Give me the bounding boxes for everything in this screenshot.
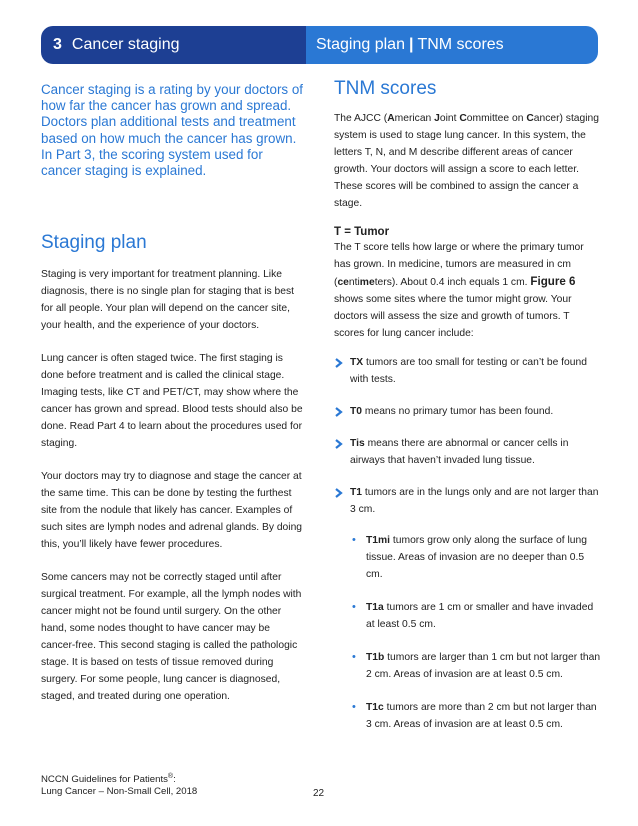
chevron-right-icon xyxy=(335,358,343,368)
t-code: T1 xyxy=(350,487,363,498)
topic-staging-plan: Staging plan xyxy=(316,36,405,53)
topic-tnm-scores: TNM scores xyxy=(417,36,504,53)
t-code: T0 xyxy=(350,406,363,417)
t-code: T1a xyxy=(366,602,384,613)
bullet-icon: • xyxy=(352,601,356,613)
section-tab xyxy=(41,26,306,64)
chevron-right-icon xyxy=(335,439,343,449)
list-item: • T1c tumors are more than 2 cm but not larger than 3 cm. Areas of invasion are at least 0.5 cm. xyxy=(352,701,597,730)
staging-paragraph: Lung cancer is often staged twice. The first staging is done before treatment and is called the clinical stage. Imaging tests, like CT and PET/CT, may show where the cancer has grown and spread. Blood tests should also be done. Read Part 4 to learn about the procedures used for staging. xyxy=(41,353,303,449)
list-item: • T1b tumors are larger than 1 cm but not larger than 2 cm. Areas of invasion are at least 0.5 cm. xyxy=(352,651,601,680)
t-code: T1mi xyxy=(366,535,391,546)
bullet-icon: • xyxy=(352,651,356,663)
section-title: Cancer staging xyxy=(71,36,180,53)
tnm-heading: TNM scores xyxy=(334,78,437,99)
t-code: TX xyxy=(350,357,364,368)
chevron-right-icon xyxy=(335,488,343,498)
ajcc-paragraph: The AJCC (American Joint Committee on Cancer) staging system is used to stage lung cancer. In this system, the letters T, N, and M describe different areas of cancer growth. Your doctors will assign a score to each letter. These scores will be combined to assign the cancer a stage. xyxy=(334,113,600,209)
topic-title xyxy=(316,36,504,54)
page-header xyxy=(41,26,598,64)
section-number: 3 xyxy=(53,36,62,53)
t-code: Tis xyxy=(350,438,365,449)
left-column xyxy=(41,82,306,179)
list-item: • T1mi tumors grow only along the surface of lung tissue. Areas of invasion are no deeper than 0.5 cm. xyxy=(352,534,587,580)
list-item: TX tumors are too small for testing or can’t be found with tests. xyxy=(334,354,602,388)
footer-line-1: NCCN Guidelines for Patients®: xyxy=(41,773,176,786)
figure-6-reference: Figure 6 xyxy=(530,275,576,288)
footer-line-2: Lung Cancer – Non-Small Cell, 2018 xyxy=(41,786,198,798)
staging-paragraph: Some cancers may not be correctly staged until after surgical treatment. For example, all the lymph nodes with cancer might not be found until surgery. On the other hand, some nodes thought to have cancer may be cancer-free. This second staging is called the pathologic stage. It is based on tests of tissue removed during surgery. For some people, lung cancer is diagnosed, staged, and treated during one operation. xyxy=(41,572,302,702)
staging-paragraph: Your doctors may try to diagnose and stage the cancer at the same time. This can be done by testing the furthest site from the nodule that likely has cancer. Examples of such sites are lymph nodes and adrenal glands. By doing this, you’ll likely have fewer procedures. xyxy=(41,471,303,550)
right-column xyxy=(334,78,602,749)
list-item: T1 tumors are in the lungs only and are not larger than 3 cm. • T1mi tumors grow only along the surface of lung tissue. Areas of invasion are no deeper than 0.5 cm. • T1a tumors are 1 cm or smaller and have invaded at least 0.5 cm. • T1b tumors are larger than 1 cm but not larger than 2 cm. Areas of invasion are at least 0.5 cm. • T1c tumors are more than 2 cm but not larger than 3 cm. Areas of invasion are at least 0.5 cm. xyxy=(334,484,602,733)
page-footer xyxy=(41,771,197,798)
t-score-list xyxy=(334,354,602,733)
page-number: 22 xyxy=(313,788,325,799)
list-item: Tis means there are abnormal or cancer cells in airways that haven’t invaded lung tissue. xyxy=(334,435,602,469)
bullet-icon: • xyxy=(352,534,356,546)
topic-tab xyxy=(306,26,598,64)
list-item: • T1a tumors are 1 cm or smaller and have invaded at least 0.5 cm. xyxy=(352,601,594,630)
topic-separator: | xyxy=(408,36,414,53)
t-code: T1b xyxy=(366,652,385,663)
staging-plan-heading: Staging plan xyxy=(41,232,147,253)
chevron-right-icon xyxy=(335,407,343,417)
staging-plan-body xyxy=(41,266,306,721)
tumor-heading: T = Tumor xyxy=(334,226,390,238)
t-code: T1c xyxy=(366,702,384,713)
list-item: T0 means no primary tumor has been found. xyxy=(334,403,602,420)
staging-paragraph: Staging is very important for treatment planning. Like diagnosis, there is no single plan for staging that is best for all people. Your plan will depend on the cancer site, your health, and the experience of your doctors. xyxy=(41,269,294,331)
t1-sub-list xyxy=(350,532,602,733)
bullet-icon: • xyxy=(352,701,356,713)
intro-text: Cancer staging is a rating by your doctors of how far the cancer has grown and spread. Doctors plan additional tests and treatment based on how much the cancer has grown. In Part 3, the scoring system used for cancer staging is explained. xyxy=(41,82,303,179)
tumor-paragraph: The T score tells how large or where the primary tumor has grown. In medicine, tumors are measured in cm (centimeters). About 0.4 inch equals 1 cm. Figure 6 shows some sites where the tumor might grow. Your doctors will assess the size and growth of tumors. T scores for lung cancer include: xyxy=(334,242,584,339)
